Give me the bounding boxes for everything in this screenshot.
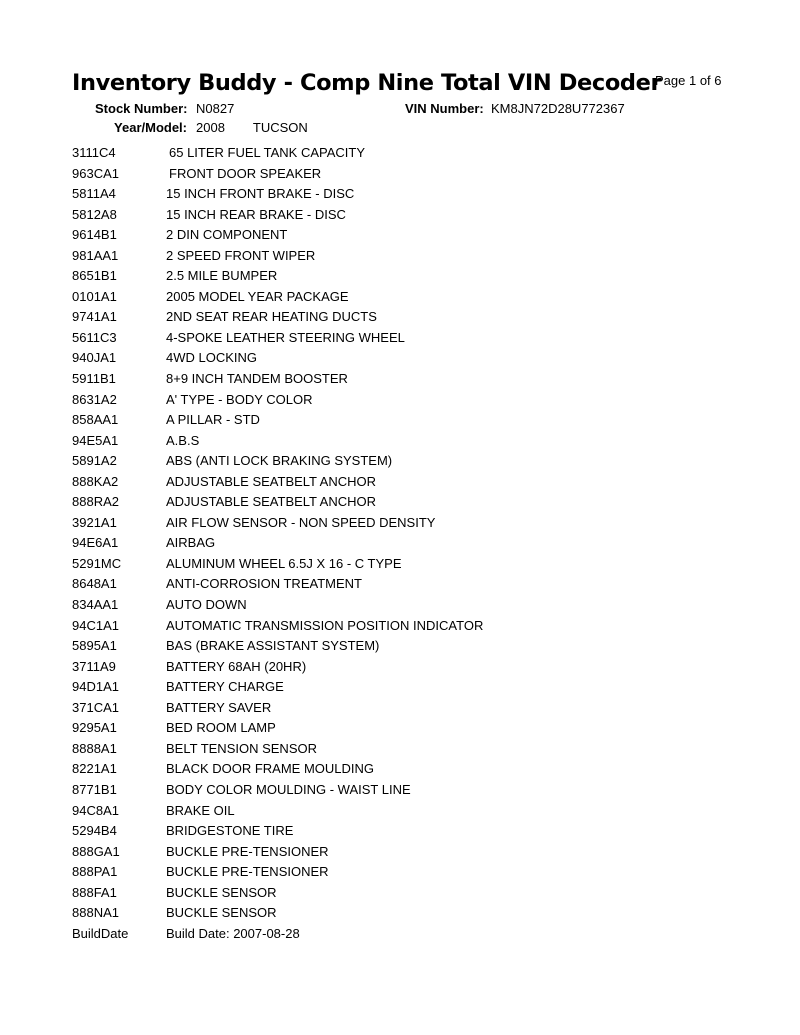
year-model-label: Year/Model: xyxy=(114,120,187,135)
option-description: BATTERY 68AH (20HR) xyxy=(166,658,307,674)
option-description: A PILLAR - STD xyxy=(166,412,260,428)
option-description: 4WD LOCKING xyxy=(166,350,258,366)
option-description: ALUMINUM WHEEL 6.5J X 16 - C TYPE xyxy=(166,555,402,571)
option-code: 8771B1 xyxy=(72,781,117,797)
option-description: A.B.S xyxy=(166,432,200,448)
option-description: 2ND SEAT REAR HEATING DUCTS xyxy=(166,309,377,325)
option-description: BUCKLE SENSOR xyxy=(166,905,277,921)
build-date-text: Build Date: 2007-08-28 xyxy=(166,926,300,941)
option-description: ABS (ANTI LOCK BRAKING SYSTEM) xyxy=(166,453,393,469)
option-description: BATTERY CHARGE xyxy=(166,679,284,695)
option-description: BUCKLE PRE-TENSIONER xyxy=(166,843,329,859)
option-description: BELT TENSION SENSOR xyxy=(166,740,317,756)
option-code: 371CA1 xyxy=(72,699,119,715)
option-code: 0101A1 xyxy=(72,288,117,304)
option-code: 94C8A1 xyxy=(72,802,119,818)
option-code: 888GA1 xyxy=(72,843,120,859)
vin-label: VIN Number: xyxy=(405,101,484,116)
option-code: 858AA1 xyxy=(72,412,119,428)
option-code: 9741A1 xyxy=(72,309,117,325)
option-description: BATTERY SAVER xyxy=(166,699,272,715)
option-code: 9614B1 xyxy=(72,227,117,243)
stock-number-value: N0827 xyxy=(196,101,235,116)
option-code: 94E6A1 xyxy=(72,535,119,551)
option-code: 3921A1 xyxy=(72,514,117,530)
build-date-code: BuildDate xyxy=(72,926,129,941)
option-description: BRIDGESTONE TIRE xyxy=(166,823,294,839)
option-description: BODY COLOR MOULDING - WAIST LINE xyxy=(166,781,411,797)
build-date-row xyxy=(72,926,472,943)
option-code: 5291MC xyxy=(72,555,122,571)
option-code: 94C1A1 xyxy=(72,617,119,633)
option-description: BLACK DOOR FRAME MOULDING xyxy=(166,761,375,777)
option-description: BAS (BRAKE ASSISTANT SYSTEM) xyxy=(166,638,380,654)
option-description: BRAKE OIL xyxy=(166,802,235,818)
option-code: 8648A1 xyxy=(72,576,117,592)
option-code: 5891A2 xyxy=(72,453,117,469)
option-code: 94E5A1 xyxy=(72,432,119,448)
option-description: BED ROOM LAMP xyxy=(166,720,276,736)
option-code: 5294B4 xyxy=(72,823,117,839)
option-description: AIRBAG xyxy=(166,535,216,551)
option-code: 888NA1 xyxy=(72,905,119,921)
option-description: BUCKLE SENSOR xyxy=(166,884,277,900)
model-value: TUCSON xyxy=(252,120,308,135)
option-code: 5895A1 xyxy=(72,638,117,654)
option-description: 15 INCH FRONT BRAKE - DISC xyxy=(166,186,355,202)
option-description: FRONT DOOR SPEAKER xyxy=(169,165,322,181)
vin-value: KM8JN72D28U772367 xyxy=(491,101,625,116)
option-code: 834AA1 xyxy=(72,597,119,613)
option-description: ADJUSTABLE SEATBELT ANCHOR xyxy=(166,494,376,510)
stock-number-label: Stock Number: xyxy=(95,101,188,116)
option-description: 2005 MODEL YEAR PACKAGE xyxy=(166,288,349,304)
option-description: BUCKLE PRE-TENSIONER xyxy=(166,864,329,880)
option-code: 888KA2 xyxy=(72,473,119,489)
option-description: AIR FLOW SENSOR - NON SPEED DENSITY xyxy=(166,514,436,530)
option-code: 3111C4 xyxy=(72,145,116,160)
option-description: 15 INCH REAR BRAKE - DISC xyxy=(166,206,346,222)
option-code: 8221A1 xyxy=(72,761,117,777)
option-code: 5811A4 xyxy=(72,186,116,202)
year-model-row xyxy=(95,120,308,135)
option-code: 963CA1 xyxy=(72,165,119,181)
option-code: 981AA1 xyxy=(72,247,119,263)
option-code: 5812A8 xyxy=(72,206,117,222)
option-description: ADJUSTABLE SEATBELT ANCHOR xyxy=(166,473,376,489)
option-description: ANTI-CORROSION TREATMENT xyxy=(166,576,362,592)
option-description: 4-SPOKE LEATHER STEERING WHEEL xyxy=(166,329,405,345)
option-description: AUTO DOWN xyxy=(166,597,247,613)
option-code: 5611C3 xyxy=(72,329,117,345)
page-number: Page 1 of 6 xyxy=(655,73,722,88)
document-title: Inventory Buddy - Comp Nine Total VIN Decoder xyxy=(72,70,662,96)
option-code: 940JA1 xyxy=(72,350,117,366)
option-code: 8631A2 xyxy=(72,391,117,407)
option-code: 8651B1 xyxy=(72,268,117,284)
stock-number-row xyxy=(95,101,234,116)
option-code: 8888A1 xyxy=(72,740,117,756)
option-description: 65 LITER FUEL TANK CAPACITY xyxy=(169,145,366,160)
option-code: 5911B1 xyxy=(72,371,116,387)
option-description: 2 SPEED FRONT WIPER xyxy=(166,247,316,263)
option-code: 888FA1 xyxy=(72,884,117,900)
option-code: 3711A9 xyxy=(72,658,116,674)
option-description: 8+9 INCH TANDEM BOOSTER xyxy=(166,371,348,387)
option-description: A' TYPE - BODY COLOR xyxy=(166,391,313,407)
option-code: 888PA1 xyxy=(72,864,118,880)
option-description: 2 DIN COMPONENT xyxy=(166,227,288,243)
option-code: 94D1A1 xyxy=(72,679,119,695)
option-description: 2.5 MILE BUMPER xyxy=(166,268,278,284)
option-code: 9295A1 xyxy=(72,720,117,736)
vin-row xyxy=(405,101,625,116)
option-code: 888RA2 xyxy=(72,494,119,510)
option-description: AUTOMATIC TRANSMISSION POSITION INDICATOR xyxy=(166,617,484,633)
year-value: 2008 xyxy=(196,120,225,135)
